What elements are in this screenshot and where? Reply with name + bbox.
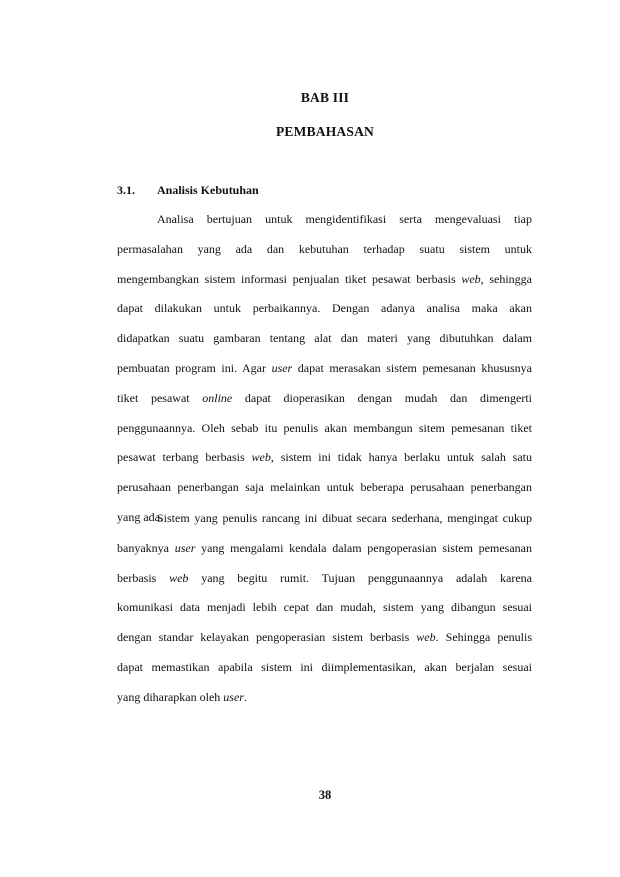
text-line xyxy=(117,443,532,473)
text-line xyxy=(117,235,532,265)
text-line xyxy=(117,294,532,324)
italic-term: user xyxy=(223,689,244,704)
text-run: dapat dioperasikan dengan mudah dan dimengerti xyxy=(232,390,532,405)
text-line xyxy=(117,623,532,653)
text-line xyxy=(117,504,532,534)
text-run: tiket pesawat xyxy=(117,390,203,405)
text-run: yang begitu rumit. Tujuan penggunaannya adalah karena xyxy=(188,570,533,585)
section-title: Analisis Kebutuhan xyxy=(157,183,259,197)
text-run: berbasis xyxy=(117,570,170,585)
text-line xyxy=(117,384,532,414)
text-run: permasalahan yang ada dan kebutuhan terhadap suatu sistem untuk xyxy=(117,241,532,256)
text-run: yang diharapkan oleh xyxy=(117,689,224,704)
italic-term: web xyxy=(416,630,436,645)
paragraph-1 xyxy=(117,205,532,533)
text-run: . xyxy=(243,689,247,704)
text-run: didapatkan suatu gambaran tentang alat dan materi yang dibutuhkan dalam xyxy=(117,331,532,346)
italic-term: web xyxy=(251,450,271,465)
text-run: , sistem ini tidak hanya berlaku untuk salah satu xyxy=(270,450,533,465)
italic-term: web xyxy=(169,570,189,585)
text-line xyxy=(117,593,532,623)
text-run: pembuatan program ini. Agar xyxy=(117,360,272,375)
chapter-heading: BAB III xyxy=(300,90,350,105)
text-run: yang mengalami kendala dalam pengoperasian sistem pemesanan xyxy=(195,540,532,555)
text-run: dapat dilakukan untuk perbaikannya. Dengan adanya analisa maka akan xyxy=(117,301,532,316)
text-run: . Sehingga penulis xyxy=(435,630,532,645)
text-line xyxy=(117,205,532,235)
italic-term: web xyxy=(461,271,481,286)
text-run: perusahaan penerbangan saja melainkan untuk beberapa perusahaan penerbangan xyxy=(117,480,532,495)
text-line xyxy=(117,653,532,683)
text-line xyxy=(117,683,532,713)
text-run: , sehingga xyxy=(480,271,533,286)
text-line xyxy=(117,473,532,503)
text-line xyxy=(117,414,532,444)
text-run: penggunaannya. Oleh sebab itu penulis akan membangun sitem pemesanan tiket xyxy=(117,420,532,435)
text-run: pesawat terbang berbasis xyxy=(117,450,252,465)
page-number: 38 xyxy=(318,788,332,802)
text-line xyxy=(117,564,532,594)
section-heading xyxy=(117,183,259,198)
italic-term: user xyxy=(174,540,196,555)
text-run: mengembangkan sistem informasi penjualan tiket pesawat berbasis xyxy=(117,271,462,286)
paragraph-2 xyxy=(117,504,532,713)
italic-term: user xyxy=(271,360,293,375)
text-run: dapat merasakan sistem pemesanan khususnya xyxy=(292,360,532,375)
text-run: komunikasi data menjadi lebih cepat dan mudah, sistem yang dibangun sesuai xyxy=(117,600,532,615)
chapter-title: PEMBAHASAN xyxy=(275,124,374,139)
text-run: dengan standar kelayakan pengoperasian sistem berbasis xyxy=(117,630,417,645)
text-run: banyaknya xyxy=(117,540,175,555)
text-run: yang ada. xyxy=(117,509,163,524)
text-line xyxy=(117,324,532,354)
text-line xyxy=(117,534,532,564)
section-number: 3.1. xyxy=(117,183,135,197)
italic-term: online xyxy=(202,390,233,405)
text-run: Sistem yang penulis rancang ini dibuat secara sederhana, mengingat cukup xyxy=(157,511,532,525)
text-line xyxy=(117,265,532,295)
text-run: dapat memastikan apabila sistem ini diimplementasikan, akan berjalan sesuai xyxy=(117,659,532,674)
text-run: Analisa bertujuan untuk mengidentifikasi serta mengevaluasi tiap xyxy=(157,212,532,226)
text-line xyxy=(117,354,532,384)
